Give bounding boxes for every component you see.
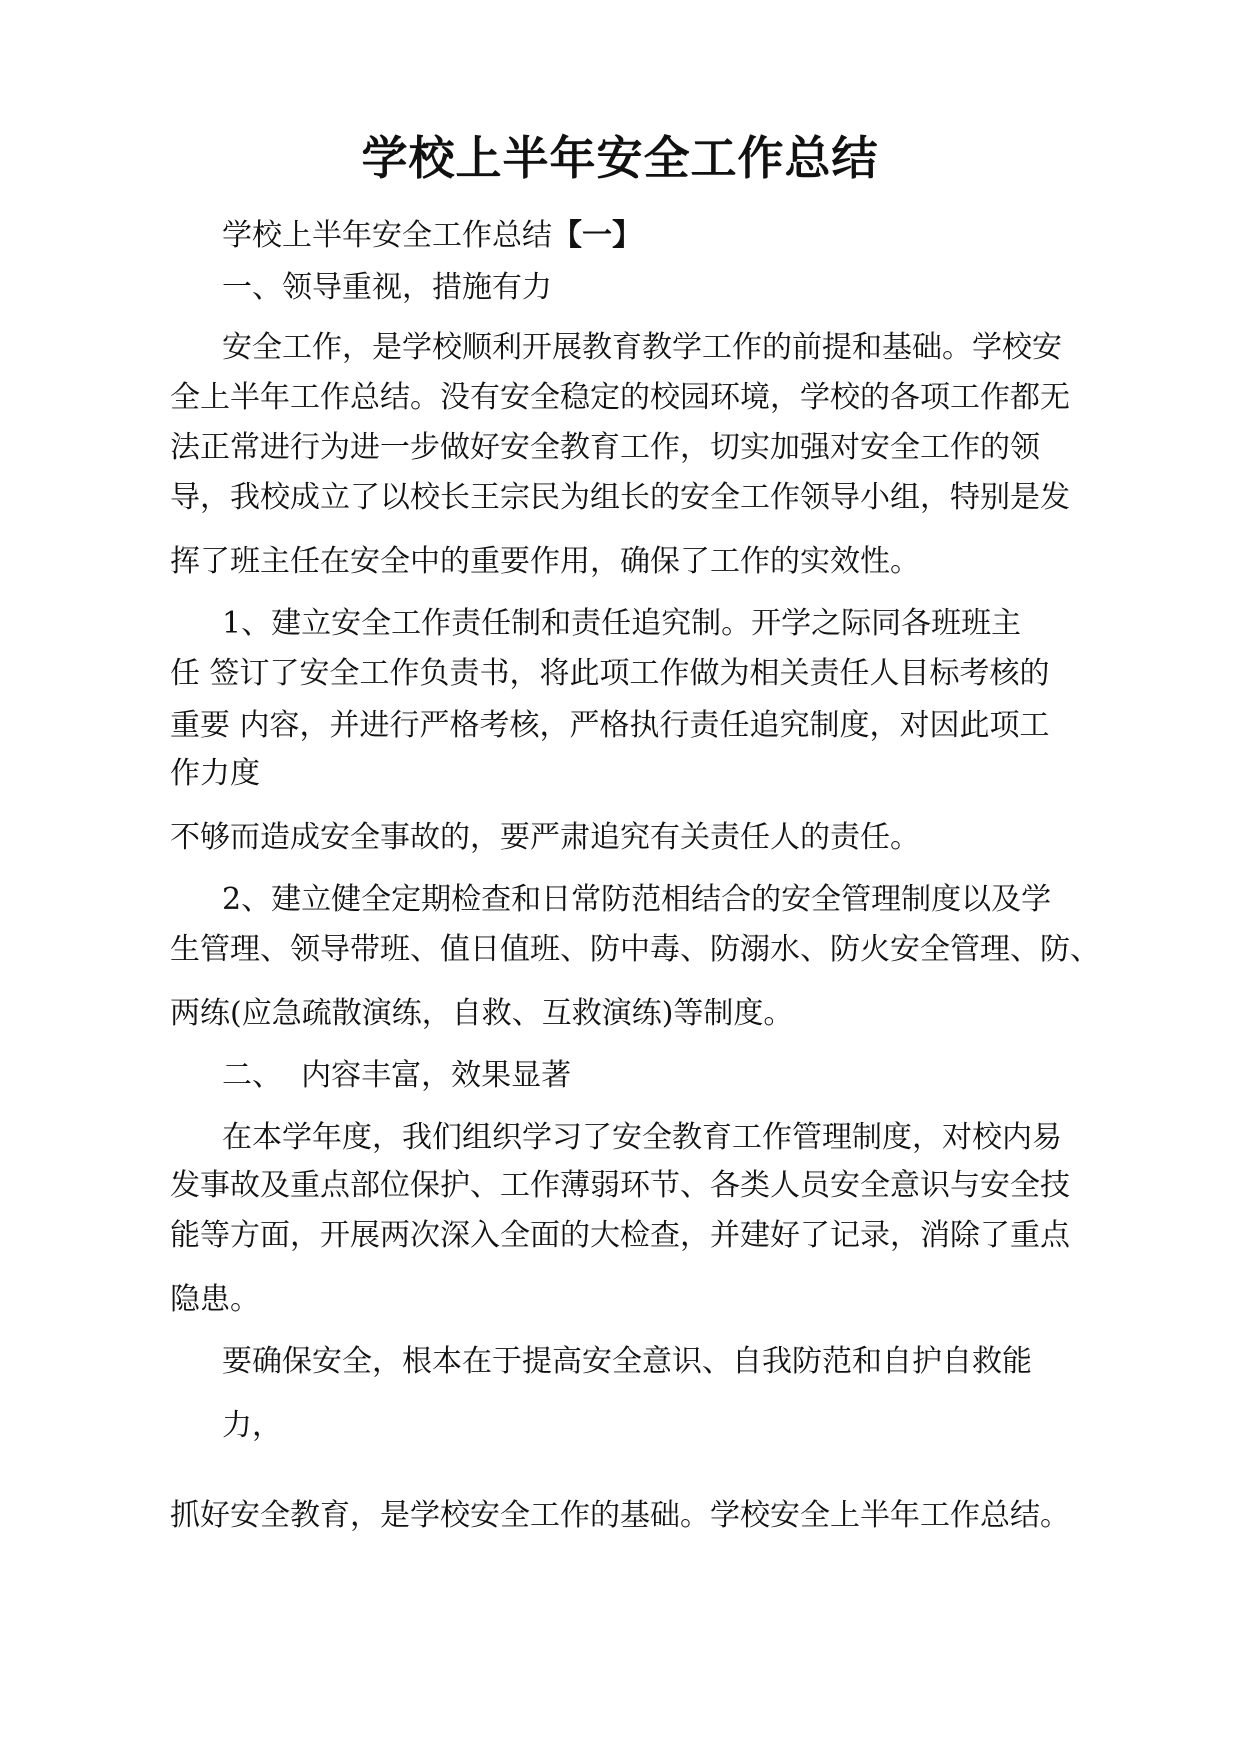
paragraph-line: 隐患。 [170,1282,260,1317]
paragraph-line: 发事故及重点部位保护、工作薄弱环节、各类人员安全意识与安全技 [170,1168,1070,1203]
paragraph-line: 生管理、领导带班、值日值班、防中毒、防溺水、防火安全管理、防、 [170,932,1100,967]
heading-two: 二、 内容丰富，效果显著 [222,1058,572,1093]
paragraph-line: 任 签订了安全工作负责书，将此项工作做为相关责任人目标考核的 [170,656,1050,691]
document-title: 学校上半年安全工作总结 [361,131,879,185]
paragraph-line: 作力度 [170,756,260,791]
paragraph-line: 2、建立健全定期检查和日常防范相结合的安全管理制度以及学 [222,882,1052,917]
paragraph-line: 抓好安全教育，是学校安全工作的基础。学校安全上半年工作总结。 [170,1498,1070,1533]
section-subtitle-text: 学校上半年安全工作总结 [222,218,552,253]
paragraph-line: 要确保安全，根本在于提高安全意识、自我防范和自护自救能 [222,1344,1032,1379]
paragraph-line: 1、建立安全工作责任制和责任追究制。开学之际同各班班主 [222,606,1022,641]
paragraph-line: 全上半年工作总结。没有安全稳定的校园环境，学校的各项工作都无 [170,380,1070,415]
paragraph-line: 在本学年度，我们组织学习了安全教育工作管理制度，对校内易 [222,1120,1062,1155]
paragraph-line: 不够而造成安全事故的，要严肃追究有关责任人的责任。 [170,820,920,855]
heading-one: 一、领导重视，措施有力 [222,270,552,305]
paragraph-line: 安全工作，是学校顺利开展教育教学工作的前提和基础。学校安 [222,330,1062,365]
paragraph-line: 能等方面，开展两次深入全面的大检查，并建好了记录，消除了重点 [170,1218,1070,1253]
section-subtitle-bracket: 【一】 [552,218,642,253]
paragraph-line: 力， [222,1408,282,1443]
paragraph-line: 挥了班主任在安全中的重要作用，确保了工作的实效性。 [170,544,920,579]
paragraph-line: 重要 内容，并进行严格考核，严格执行责任追究制度，对因此项工 [170,708,1050,743]
paragraph-line: 法正常进行为进一步做好安全教育工作，切实加强对安全工作的领 [170,430,1040,465]
paragraph-line: 导，我校成立了以校长王宗民为组长的安全工作领导小组，特别是发 [170,480,1070,515]
section-subtitle [222,216,642,256]
paragraph-line: 两练(应急疏散演练，自救、互救演练)等制度。 [170,996,794,1031]
